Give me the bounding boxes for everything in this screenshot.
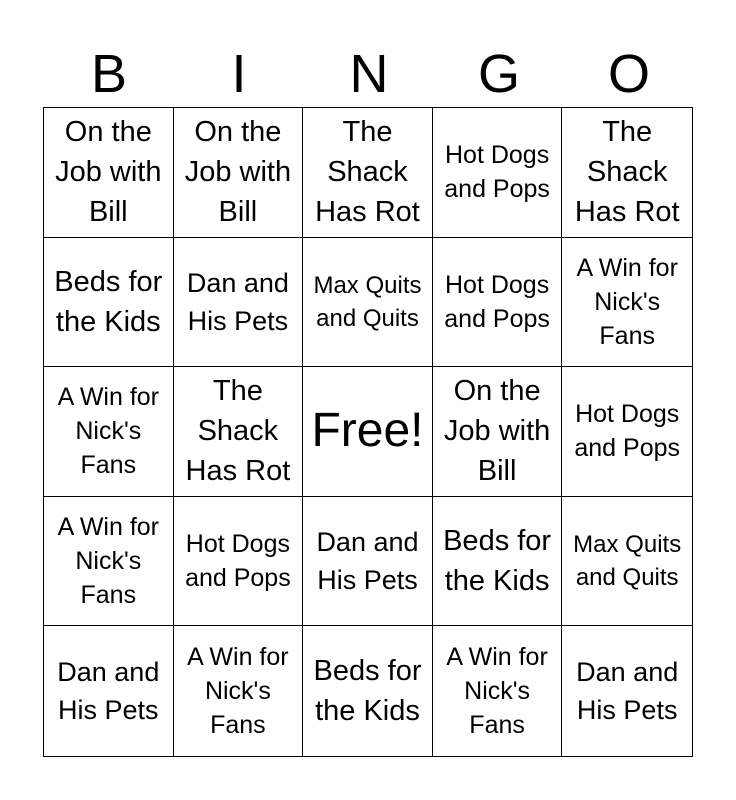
bingo-cell[interactable] [303, 108, 433, 238]
cell-text: Beds for the Kids [54, 265, 163, 338]
bingo-cell[interactable] [303, 497, 433, 627]
cell-text: Max Quits and Quits [573, 531, 682, 592]
bingo-cell[interactable] [433, 367, 563, 497]
bingo-cell[interactable] [433, 497, 563, 627]
bingo-cell[interactable] [174, 108, 304, 238]
bingo-cell[interactable] [433, 108, 563, 238]
bingo-cell[interactable] [303, 626, 433, 756]
bingo-cell[interactable] [303, 238, 433, 368]
cell-text: Beds for the Kids [313, 655, 422, 728]
bingo-grid [43, 107, 693, 757]
bingo-cell[interactable] [174, 626, 304, 756]
bingo-cell[interactable] [44, 497, 174, 627]
cell-text: On the Job with Bill [55, 116, 162, 229]
cell-text: A Win for Nick's Fans [187, 643, 289, 740]
header-letter-g: G [477, 44, 520, 104]
cell-text: Dan and His Pets [316, 527, 419, 596]
header-letter-o: O [607, 44, 650, 104]
cell-text: A Win for Nick's Fans [446, 643, 548, 740]
bingo-cell[interactable] [44, 367, 174, 497]
bingo-cell[interactable] [562, 626, 692, 756]
bingo-header [44, 44, 694, 104]
bingo-cell[interactable] [433, 626, 563, 756]
cell-text: The Shack Has Rot [574, 116, 680, 229]
header-letter-b: B [90, 44, 128, 104]
bingo-cell[interactable] [562, 497, 692, 627]
cell-text: Hot Dogs and Pops [444, 270, 550, 333]
cell-text: A Win for Nick's Fans [576, 253, 678, 350]
cell-text: On the Job with Bill [184, 116, 292, 229]
cell-text: A Win for Nick's Fans [57, 383, 159, 480]
cell-text: A Win for Nick's Fans [57, 513, 159, 610]
bingo-cell[interactable] [174, 367, 304, 497]
cell-text: Dan and His Pets [186, 267, 289, 336]
cell-text: Hot Dogs and Pops [444, 141, 550, 204]
cell-text: The Shack Has Rot [185, 375, 291, 488]
bingo-cell[interactable] [562, 108, 692, 238]
cell-text: The Shack Has Rot [315, 116, 420, 229]
bingo-cell[interactable] [562, 238, 692, 368]
cell-text: Dan and His Pets [576, 657, 679, 726]
header-letter-i: I [231, 44, 247, 104]
bingo-cell[interactable] [433, 238, 563, 368]
bingo-cell[interactable] [44, 626, 174, 756]
cell-text: Hot Dogs and Pops [574, 400, 681, 463]
bingo-cell[interactable] [44, 108, 174, 238]
free-cell-text: Free! [311, 404, 424, 458]
cell-text: Beds for the Kids [443, 525, 552, 598]
free-cell[interactable] [303, 367, 433, 497]
cell-text: Max Quits and Quits [313, 271, 422, 332]
cell-text: Dan and His Pets [57, 657, 160, 726]
bingo-cell[interactable] [44, 238, 174, 368]
bingo-cell[interactable] [174, 238, 304, 368]
bingo-cell[interactable] [562, 367, 692, 497]
bingo-cell[interactable] [174, 497, 304, 627]
cell-text: On the Job with Bill [443, 375, 551, 488]
header-letter-n: N [349, 44, 389, 104]
cell-text: Hot Dogs and Pops [185, 530, 291, 593]
